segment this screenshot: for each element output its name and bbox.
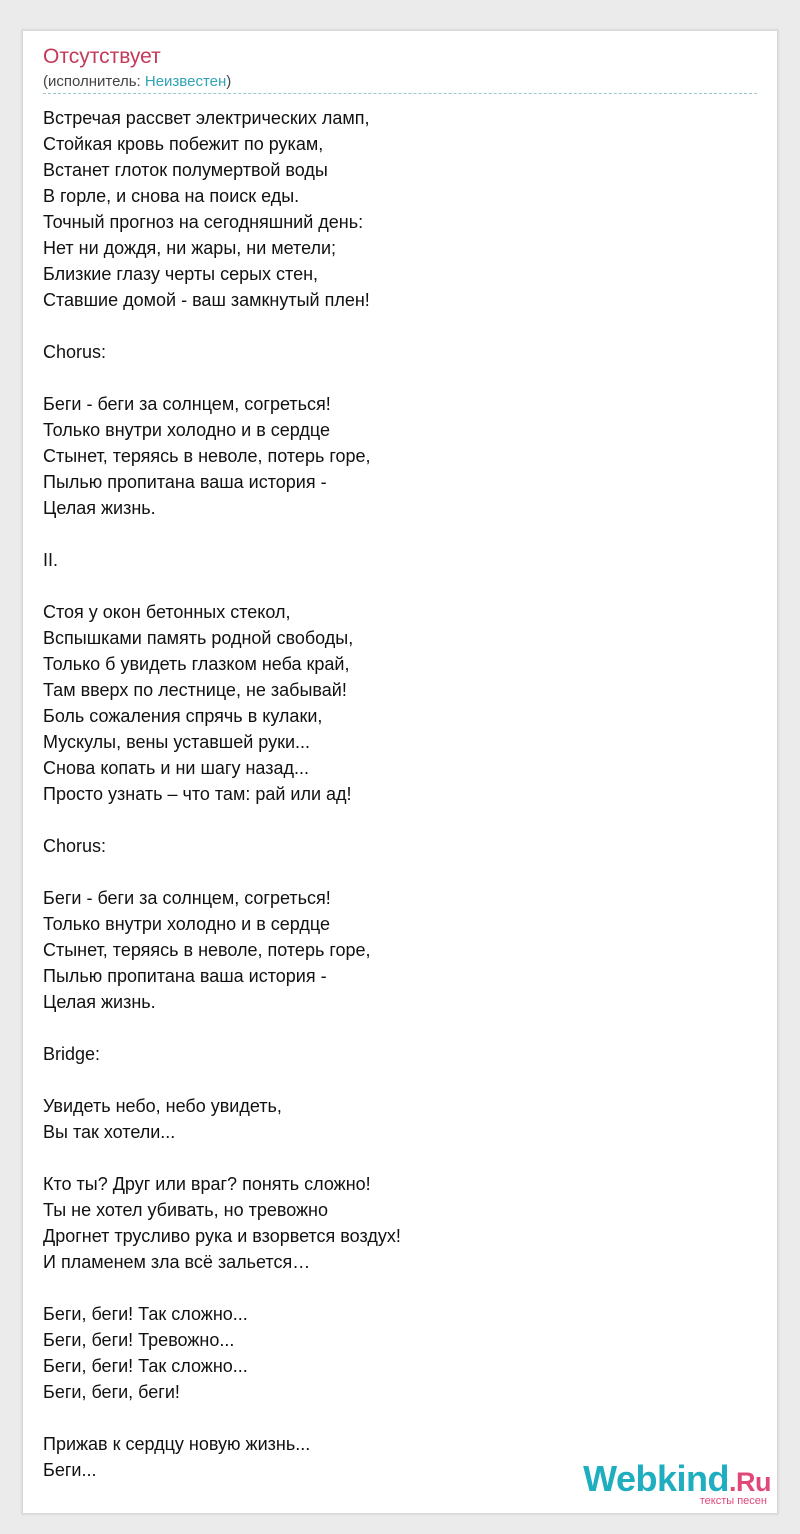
site-logo[interactable] [571, 1458, 771, 1507]
lyric-blank-line [43, 573, 743, 599]
lyric-line: Беги, беги! Тревожно... [43, 1330, 235, 1350]
lyric-line: Встанет глоток полумертвой воды [43, 160, 328, 180]
lyric-line: Увидеть небо, небо увидеть, [43, 1096, 282, 1116]
lyric-line: Близкие глазу черты серых стен, [43, 264, 319, 284]
lyric-line: Только внутри холодно и в сердце [43, 914, 331, 934]
lyric-blank-line [43, 521, 743, 547]
title-divider [43, 93, 757, 94]
lyric-line: Ты не хотел убивать, но тревожно [43, 1200, 329, 1220]
lyric-line: Встречая рассвет электрических ламп, [43, 108, 370, 128]
lyric-line: Беги - беги за солнцем, согреться! [43, 394, 331, 414]
lyric-line: Стынет, теряясь в неволе, потерь горе, [43, 446, 371, 466]
lyric-line: Chorus: [43, 342, 107, 362]
lyric-blank-line [43, 1145, 743, 1171]
lyric-line: Целая жизнь. [43, 498, 156, 518]
lyric-line: Пылью пропитана ваша история - [43, 966, 327, 986]
lyric-line: Стойкая кровь побежит по рукам, [43, 134, 324, 154]
logo-suffix: .Ru [729, 1467, 771, 1497]
lyric-blank-line [43, 1067, 743, 1093]
lyric-line: Кто ты? Друг или враг? понять сложно! [43, 1174, 371, 1194]
lyric-line: Стынет, теряясь в неволе, потерь горе, [43, 940, 371, 960]
lyric-line: Нет ни дождя, ни жары, ни метели; [43, 238, 337, 258]
lyrics-card [22, 30, 778, 1514]
lyric-line: Целая жизнь. [43, 992, 156, 1012]
lyric-line: Только б увидеть глазком неба край, [43, 654, 350, 674]
lyric-blank-line [43, 365, 743, 391]
lyric-line: Ставшие домой - ваш замкнутый плен! [43, 290, 370, 310]
lyric-line: II. [43, 550, 59, 570]
lyric-line: Там вверх по лестнице, не забывай! [43, 680, 347, 700]
lyric-line: Прижав к сердцу новую жизнь... [43, 1434, 311, 1454]
lyric-blank-line [43, 1015, 743, 1041]
lyric-blank-line [43, 859, 743, 885]
lyric-line: Мускулы, вены уставшей руки... [43, 732, 311, 752]
logo-main-text: Webkind [583, 1458, 729, 1499]
lyric-line: И пламенем зла всё зальется… [43, 1252, 311, 1272]
lyric-line: Боль сожаления спрячь в кулаки, [43, 706, 323, 726]
lyric-line: Точный прогноз на сегодняшний день: [43, 212, 364, 232]
performer-prefix: (исполнитель: [43, 73, 145, 90]
lyric-line: В горле, и снова на поиск еды. [43, 186, 300, 206]
lyric-line: Просто узнать – что там: рай или ад! [43, 784, 352, 804]
lyric-blank-line [43, 1405, 743, 1431]
lyric-line: Беги - беги за солнцем, согреться! [43, 888, 331, 908]
performer-line [43, 73, 231, 91]
lyric-line: Пылью пропитана ваша история - [43, 472, 327, 492]
lyric-line: Только внутри холодно и в сердце [43, 420, 331, 440]
lyric-line: Стоя у окон бетонных стекол, [43, 602, 291, 622]
lyric-line: Вы так хотели... [43, 1122, 176, 1142]
lyric-line: Беги, беги, беги! [43, 1382, 180, 1402]
lyric-line: Беги... [43, 1460, 97, 1480]
lyrics-text [43, 105, 743, 1483]
lyric-blank-line [43, 313, 743, 339]
lyric-line: Снова копать и ни шагу назад... [43, 758, 309, 778]
lyric-line: Bridge: [43, 1044, 101, 1064]
lyric-line: Вспышками память родной свободы, [43, 628, 354, 648]
lyric-blank-line [43, 807, 743, 833]
logo-tagline: тексты песен [699, 1495, 767, 1507]
song-title: Отсутствует [43, 45, 161, 68]
performer-link[interactable]: Неизвестен [144, 73, 227, 90]
lyric-blank-line [43, 1275, 743, 1301]
lyric-line: Дрогнет трусливо рука и взорвется воздух! [43, 1226, 401, 1246]
lyric-line: Беги, беги! Так сложно... [43, 1304, 248, 1324]
performer-suffix: ) [226, 73, 232, 90]
lyric-line: Беги, беги! Так сложно... [43, 1356, 248, 1376]
lyric-line: Chorus: [43, 836, 107, 856]
